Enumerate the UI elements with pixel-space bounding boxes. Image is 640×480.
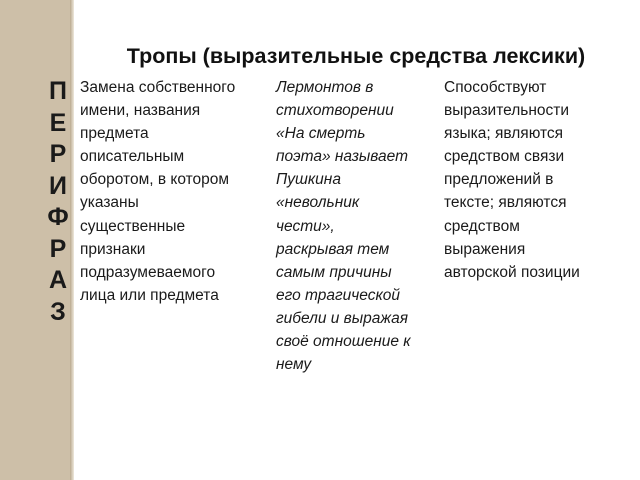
example-line: раскрывая тем <box>276 240 390 258</box>
definition-line: Замена собственного <box>80 79 236 96</box>
table-row <box>74 76 640 380</box>
example-line: чести», <box>276 217 335 235</box>
function-line: языка; являются <box>444 125 564 143</box>
example-line: Лермонтов в <box>276 79 374 96</box>
example-line: Пушкина <box>276 171 341 189</box>
example-line: «На смерть <box>276 125 366 143</box>
vertical-term-letter: З <box>50 297 66 326</box>
page-title: Тропы (выразительные средства лексики) <box>126 44 586 68</box>
vertical-term-letter: П <box>49 77 67 105</box>
example-cell <box>276 76 438 376</box>
function-line: выражения <box>444 240 526 258</box>
definition-line: описательным <box>80 148 185 166</box>
function-line: средством <box>444 217 520 235</box>
example-line: стихотворении <box>276 102 394 120</box>
definition-line: оборотом, в котором <box>80 171 230 189</box>
definition-line: существенные <box>80 217 186 235</box>
definition-line: признаки <box>80 240 146 258</box>
example-line: гибели и выражая <box>276 309 408 327</box>
function-line: предложений в <box>444 171 554 189</box>
function-cell <box>444 76 634 284</box>
example-line: поэта» называет <box>276 148 409 166</box>
definition-line: имени, названия <box>80 102 201 120</box>
definition-line: предмета <box>80 125 149 143</box>
example-line: самым причины <box>276 263 392 281</box>
function-line: авторской позиции <box>444 263 580 281</box>
vertical-term-letter: Е <box>49 108 67 137</box>
definition-cell <box>80 76 266 307</box>
example-line: нему <box>276 356 312 374</box>
example-line: его трагической <box>276 286 401 304</box>
vertical-term-letter: Ф <box>47 203 69 231</box>
function-line: тексте; являются <box>444 194 567 212</box>
definition-line: указаны <box>80 194 139 212</box>
function-line: средством связи <box>444 148 565 166</box>
vertical-term-letter: И <box>49 171 67 200</box>
example-line: «невольник <box>276 194 360 212</box>
vertical-term-letter: Р <box>49 234 67 263</box>
definition-line: подразумеваемого <box>80 263 216 281</box>
vertical-term-letter: Р <box>49 140 67 168</box>
definition-line: лица или предмета <box>80 286 219 304</box>
function-line: выразительности <box>444 102 570 120</box>
function-line: Способствуют <box>444 79 547 96</box>
vertical-term-letter: А <box>48 266 68 294</box>
example-line: своё отношение к <box>276 333 411 351</box>
